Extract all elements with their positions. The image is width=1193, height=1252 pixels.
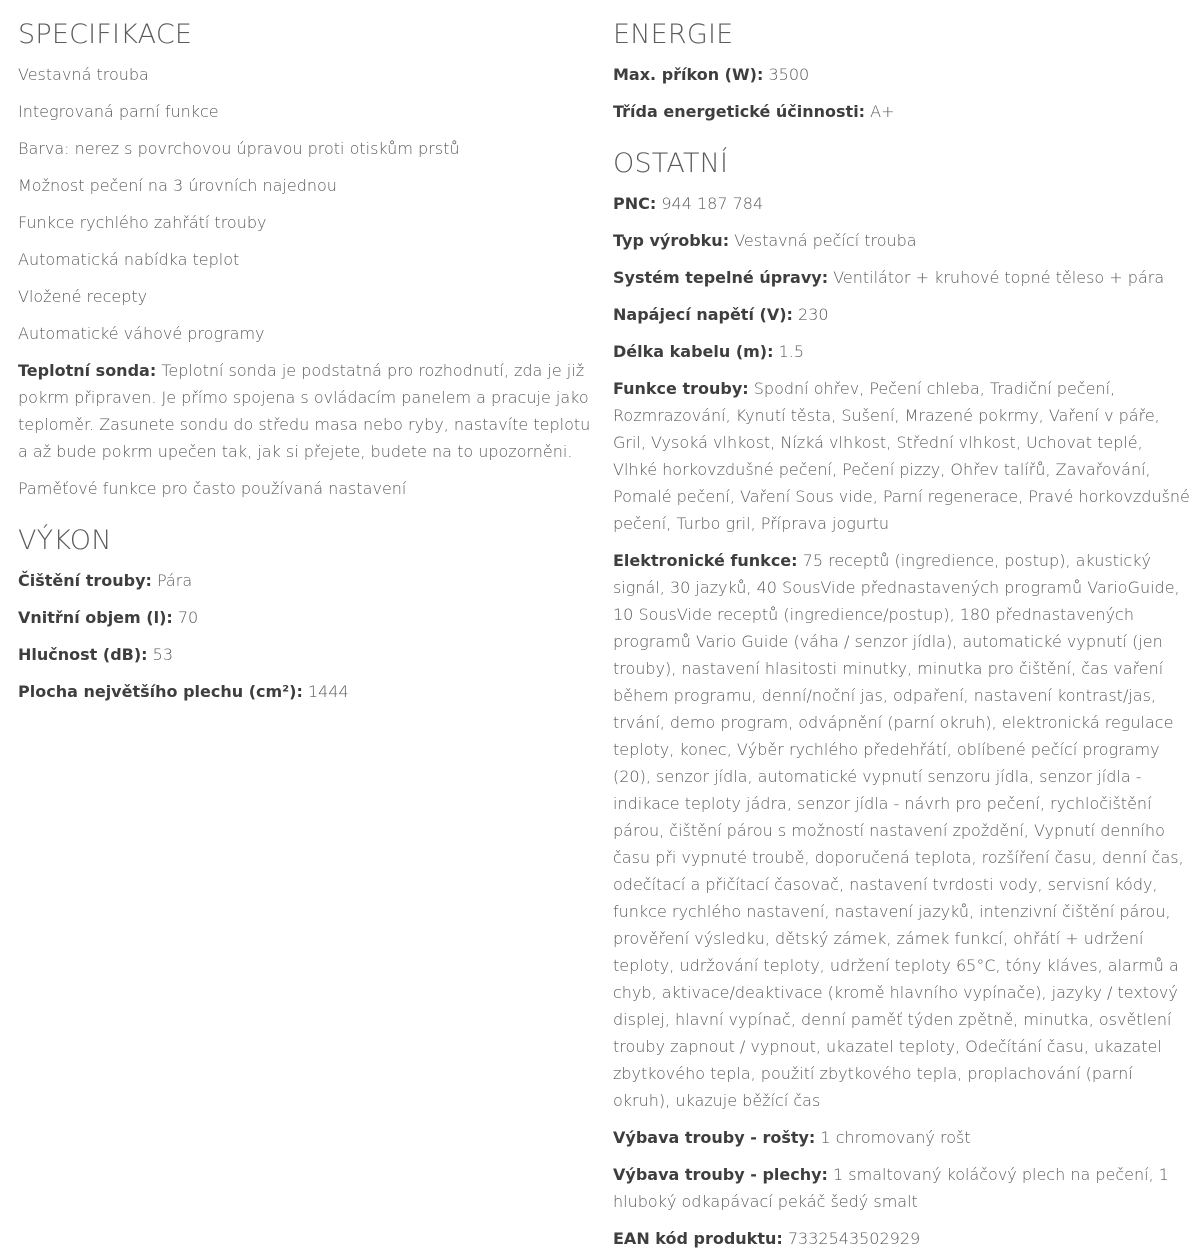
spec-item-value: A+ <box>870 102 895 121</box>
spec-item <box>18 357 596 465</box>
spec-item-value: Integrovaná parní funkce <box>18 102 219 121</box>
section-title-energie: ENERGIE <box>613 19 734 50</box>
spec-item-label: Vnitřní objem (l): <box>18 608 173 627</box>
spec-item-value: 70 <box>177 608 199 627</box>
spec-item-value: 75 receptů (ingredience, postup), akustický signál, 30 jazyků, 40 SousVide přednastavených programů VarioGuide, 10 SousVide receptů (ingredience/postup), 180 přednastavených programů Vario Guide (váha / senzor jídla), automatické vypnutí (jen trouby), nastavení hlasitosti minutky, minutka pro čištění, čas vaření během programu, denní/noční jas, odpaření, nastavení kontrast/jas, trvání, demo program, odvápnění (parní okruh), elektronická regulace teploty, konec, Výběr rychlého předehřátí, oblíbené pečící programy (20), senzor jídla, automatické vypnutí senzoru jídla, senzor jídla - indikace teploty jádra, senzor jídla - návrh pro pečení, rychločištění párou, čištění párou s možností nastavení zpoždění, Vypnutí denního času při vypnuté troubě, doporučená teplota, rozšíření času, denní čas, odečítací a přičítací časovač, nastavení tvrdosti vody, servisní kódy, funkce rychlého nastavení, nastavení jazyků, intenzivní čištění párou, prověření výsledku, dětský zámek, zámek funkcí, ohřátí + udržení teploty, udržování teploty, udržení teploty 65°C, tóny kláves, alarmů a chyb, aktivace/deaktivace (kromě hlavního vypínače), jazyky / textový displej, hlavní vypínač, denní paměť týden zpětně, minutka, osvětlení trouby zapnout / vypnout, ukazatel teploty, Odečítání času, ukazatel zbytkového tepla, použití zbytkového tepla, proplachování (parní okruh), ukazuje běžící čas <box>613 551 1184 1110</box>
spec-item-value: Ventilátor + kruhové topné těleso + pára <box>833 268 1165 287</box>
spec-item-value: Pára <box>157 571 193 590</box>
spec-item <box>18 283 596 310</box>
spec-item-value: 3500 <box>768 65 810 84</box>
spec-item <box>613 264 1191 291</box>
spec-item-label: Délka kabelu (m): <box>613 342 774 361</box>
section-title-vykon: VÝKON <box>18 525 112 556</box>
specifikace-list <box>18 61 596 502</box>
spec-item-value: 944 187 784 <box>661 194 764 213</box>
spec-item <box>18 678 596 705</box>
section-title-specifikace: SPECIFIKACE <box>18 19 193 50</box>
spec-item-value: Vložené recepty <box>18 287 148 306</box>
spec-item-value: Možnost pečení na 3 úrovních najednou <box>18 176 337 195</box>
spec-item-value: 53 <box>152 645 173 664</box>
spec-item-value: Spodní ohřev, Pečení chleba, Tradiční pečení, Rozmrazování, Kynutí těsta, Sušení, Mrazené pokrmy, Vaření v páře, Gril, Vysoká vlhkost, Nízká vlhkost, Střední vlhkost, Uchovat teplé, Vlhké horkovzdušné pečení, Pečení pizzy, Ohřev talířů, Zavařování, Pomalé pečení, Vaření Sous vide, Parní regenerace, Pravé horkovzdušné pečení, Turbo gril, Příprava jogurtu <box>613 379 1190 533</box>
spec-item-label: Hlučnost (dB): <box>18 645 148 664</box>
spec-item <box>18 320 596 347</box>
spec-item-label: Funkce trouby: <box>613 379 749 398</box>
spec-item-label: Čištění trouby: <box>18 571 152 590</box>
spec-item <box>18 567 596 594</box>
spec-item <box>613 1124 1191 1151</box>
spec-item-value: 1 smaltovaný koláčový plech na pečení, 1 hluboký odkapávací pekáč šedý smalt <box>613 1165 1169 1211</box>
vykon-list <box>18 567 596 705</box>
spec-item-value: Automatická nabídka teplot <box>18 250 240 269</box>
spec-item <box>613 190 1191 217</box>
spec-item <box>18 98 596 125</box>
spec-item-value: Vestavná pečící trouba <box>734 231 917 250</box>
spec-item <box>613 227 1191 254</box>
spec-item <box>18 172 596 199</box>
spec-item <box>18 209 596 236</box>
right-column <box>613 0 1191 1252</box>
spec-item <box>613 301 1191 328</box>
spec-item-label: EAN kód produktu: <box>613 1229 783 1248</box>
left-column <box>18 0 596 1252</box>
spec-item-label: Max. příkon (W): <box>613 65 764 84</box>
spec-item-label: Elektronické funkce: <box>613 551 798 570</box>
spec-item <box>613 61 1191 88</box>
spec-item <box>18 475 596 502</box>
spec-item-value: 230 <box>798 305 829 324</box>
spec-item-value: 7332543502929 <box>787 1229 921 1248</box>
spec-item-value: 1.5 <box>778 342 805 361</box>
spec-item <box>18 604 596 631</box>
spec-item <box>613 1225 1191 1252</box>
spec-item <box>613 375 1191 537</box>
spec-item-label: Systém tepelné úpravy: <box>613 268 829 287</box>
spec-item <box>18 246 596 273</box>
spec-item-value: Vestavná trouba <box>18 65 149 84</box>
spec-item-label: Plocha největšího plechu (cm²): <box>18 682 303 701</box>
spec-item <box>613 1161 1191 1215</box>
spec-item-label: PNC: <box>613 194 657 213</box>
spec-item <box>613 547 1191 1114</box>
spec-item-label: Teplotní sonda: <box>18 361 157 380</box>
spec-item-value: 1 chromovaný rošt <box>820 1128 971 1147</box>
spec-item-label: Výbava trouby - plechy: <box>613 1165 828 1184</box>
spec-item-value: Automatické váhové programy <box>18 324 265 343</box>
ostatni-list <box>613 190 1191 1252</box>
section-title-ostatni: OSTATNÍ <box>613 148 729 179</box>
spec-item-value: Barva: nerez s povrchovou úpravou proti otiskům prstů <box>18 139 460 158</box>
spec-item-label: Typ výrobku: <box>613 231 730 250</box>
spec-item <box>18 61 596 88</box>
spec-item <box>613 98 1191 125</box>
spec-item-value: Funkce rychlého zahřátí trouby <box>18 213 267 232</box>
energie-list <box>613 61 1191 125</box>
spec-item-label: Výbava trouby - rošty: <box>613 1128 816 1147</box>
spec-item-value: Paměťové funkce pro často používaná nastavení <box>18 479 407 498</box>
spec-item-value: Teplotní sonda je podstatná pro rozhodnutí, zda je již pokrm připraven. Je přímo spojena s ovládacím panelem a pracuje jako teploměr. Zasunete sondu do středu masa nebo ryby, nastavíte teplotu a až bude pokrm upečen tak, jak si přejete, budete na to upozorněni. <box>18 361 591 461</box>
spec-item-label: Napájecí napětí (V): <box>613 305 793 324</box>
spec-item-label: Třída energetické účinnosti: <box>613 102 866 121</box>
spec-item <box>18 641 596 668</box>
spec-item-value: 1444 <box>307 682 349 701</box>
spec-item <box>18 135 596 162</box>
spec-item <box>613 338 1191 365</box>
